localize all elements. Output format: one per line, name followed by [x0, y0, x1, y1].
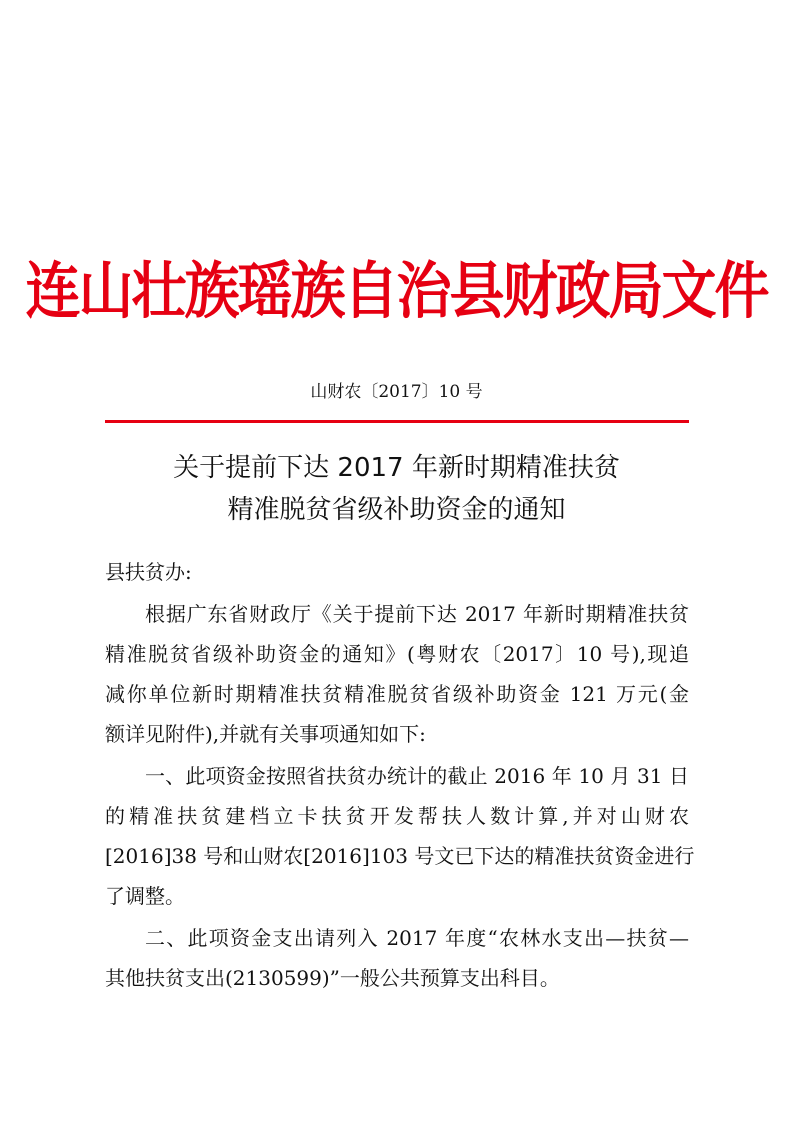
title-line-1: 关于提前下达 2017 年新时期精准扶贫: [173, 453, 620, 483]
title-line-2: 精准脱贫省级补助资金的通知: [227, 495, 566, 525]
paragraph-line: 根据广东省财政厅《关于提前下达 2017 年新时期精准扶贫: [145, 602, 689, 626]
document-number: 山财农〔2017〕10 号: [310, 382, 483, 402]
paragraph-1: [105, 594, 689, 754]
paragraph-line: 了调整。: [105, 884, 185, 908]
salutation: 县扶贫办:: [105, 560, 192, 584]
paragraph-2: [105, 756, 695, 916]
paragraph-line: [2016]38 号和山财农[2016]103 号文已下达的精准扶贫资金进行: [105, 844, 695, 868]
paragraph-line: 的精准扶贫建档立卡扶贫开发帮扶人数计算,并对山财农: [105, 804, 689, 828]
paragraph-line: 额详见附件),并就有关事项通知如下:: [105, 722, 426, 746]
paragraph-line: 二、此项资金支出请列入 2017 年度“农林水支出—扶贫—: [145, 926, 689, 950]
red-divider-rule: [105, 420, 689, 423]
paragraph-line: 一、此项资金按照省扶贫办统计的截止 2016 年 10 月 31 日: [145, 764, 689, 788]
paragraph-3: [105, 918, 689, 998]
paragraph-line: 精准脱贫省级补助资金的通知》(粤财农〔2017〕10 号),现追: [105, 642, 689, 666]
paragraph-line: 其他扶贫支出(2130599)”一般公共预算支出科目。: [105, 966, 560, 990]
issuer-heading: 连山壮族瑶族自治县财政局文件: [25, 254, 768, 327]
document-body: [105, 552, 695, 998]
paragraph-line: 减你单位新时期精准扶贫精准脱贫省级补助资金 121 万元(金: [105, 682, 689, 706]
document-title: [0, 447, 793, 531]
